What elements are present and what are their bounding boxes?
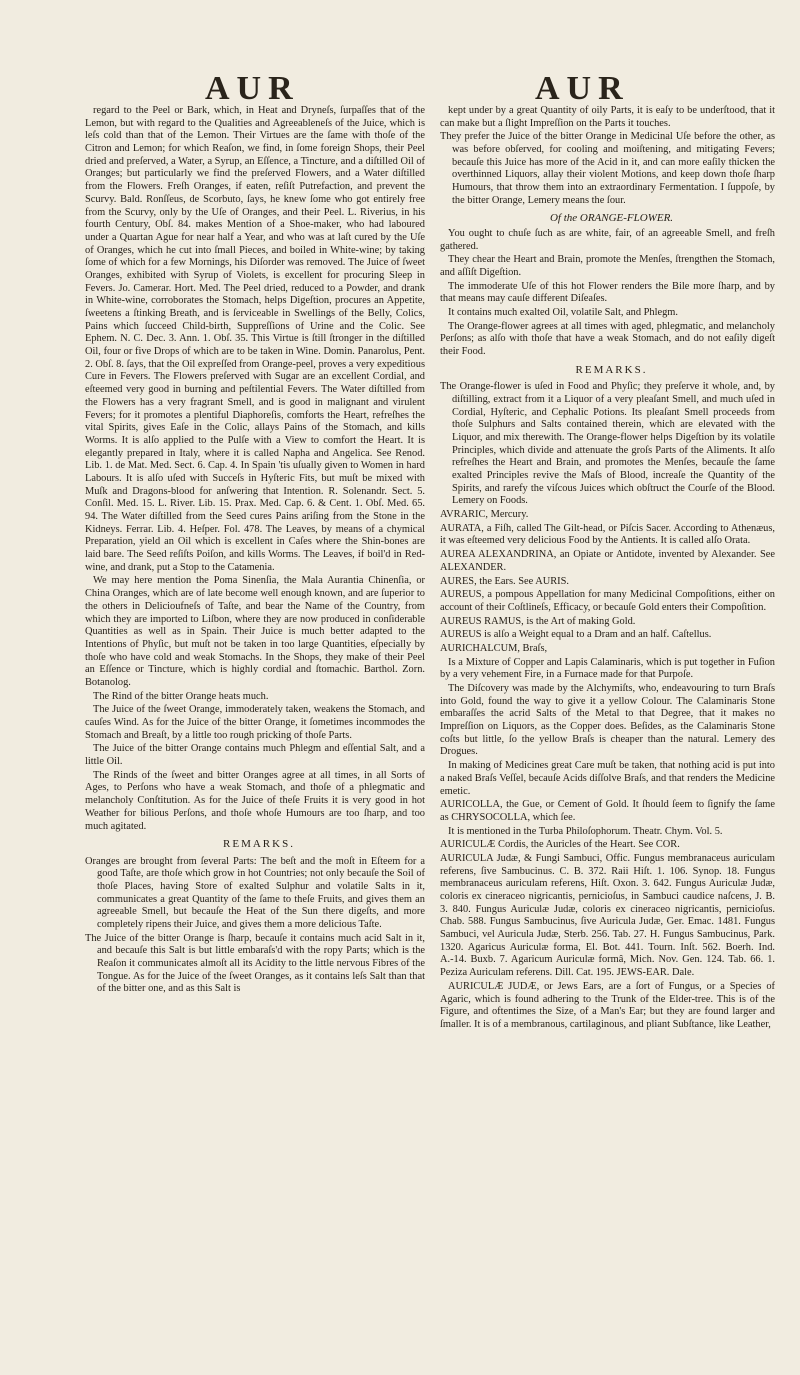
right-column-paragraph: It contains much exalted Oil, volatile Salt, and Phlegm. xyxy=(448,307,678,319)
right-column-paragraph: AURICULÆ JUDÆ, or Jews Ears, are a ſort of Fungus, or a Species of Agaric, which is found adhering to the Trunk of the Elder-tree. This is of the Figure, and oftentimes the Size, of a Man's Ear; but they are found larger and ſmaller. It is of a membranous, cartilaginous, and pliant Subſtance, like Leather, xyxy=(440,980,775,1030)
left-column-paragraph: The Juice of the bitter Orange contains much Phlegm and eſſential Salt, and a little Oil. xyxy=(85,743,425,768)
right-column-paragraph: The Orange-flower agrees at all times with aged, phlegmatic, and melancholy Perſons; as alſo with thoſe that have a weak Stomach, and do not eaſily digeſt their Food. xyxy=(440,320,775,358)
right-column-paragraph: AUREUS is alſo a Weight equal to a Dram and an half. Caſtellus. xyxy=(440,629,712,641)
right-column-paragraph: AURES, the Ears. See AURIS. xyxy=(440,575,570,587)
left-column xyxy=(85,105,425,997)
right-column-paragraph: They prefer the Juice of the bitter Orange in Medicinal Uſe before the other, as was before obſerved, for cooling and moiſtening, and mitigating Fevers; becauſe this Juice has more of the Acid in it, and can more eaſily thicken the overthinned Liquors, allay their violent Motions, and keep down thoſe ſharp Humours, that throw them into an extraordinary Fermentation. I ſuppoſe, by the bitter Orange, Lemery means the ſour. xyxy=(440,131,775,206)
right-column-paragraph: AURICHALCUM, Braſs, xyxy=(440,642,548,654)
right-column-paragraph: AUREA ALEXANDRINA, an Opiate or Antidote, invented by Alexander. See ALEXANDER. xyxy=(440,549,775,573)
right-column-paragraph: Is a Mixture of Copper and Lapis Calaminaris, which is put together in Fuſion by a very vehement Fire, in a Furnace made for that Purpoſe. xyxy=(440,656,775,681)
left-column-paragraph: The Rind of the bitter Orange heats much. xyxy=(93,690,269,702)
left-column-paragraph: We may here mention the Poma Sinenſia, the Mala Aurantia Chinenſia, or China Oranges, which are of late become well enough known, and are ſuperior to the others in Delicioufneſs of Taſte, and bear the Name of the Country, from which they are imported to Liſbon, where they are now produced in conſiderable Quantities as well as in Spain. Their Juice is much better adapted to the Intentions of Phyſic, but muſt not be taken in too large Quantities, eſpecially by thoſe who have cold and weak Stomachs. In the Shops, they make of their Peel an Eſſence or Tincture, which is highly cordial and ſtomachic. Barthol. Zorn. Botanolog. xyxy=(85,575,425,688)
right-column-paragraph: AURICOLLA, the Gue, or Cement of Gold. It ſhould ſeem to ſignify the ſame as CHRYSOCOLLA, which ſee. xyxy=(440,799,775,823)
right-column-paragraph: In making of Medicines great Care muſt be taken, that nothing acid is put into a naked Braſs Veſſel, becauſe Acids diſſolve Braſs, and that renders the Medicine emetic. xyxy=(440,760,775,797)
right-column-paragraph: The immoderate Uſe of this hot Flower renders the Bile more ſharp, and by that means may cauſe different Diſeaſes. xyxy=(440,280,775,305)
left-column-paragraph: The Rinds of the ſweet and bitter Oranges agree at all times, in all Sorts of Ages, to Perſons who have a weak Stomach, and thoſe of a phlegmatic and melancholy Conſtitution. As for the Juice of theſe Fruits it is very good in hot Weather for bilious Perſons, and thoſe whoſe Humours are too ſharp, and too much agitated. xyxy=(85,769,425,832)
right-column-paragraph: AURICULA Judæ, & Fungi Sambuci, Offic. Fungus membranaceus auriculam referens, ſive Sambucinus. C. B. 372. Raii Hiſt. 1. 106. Synop. 18. Fungus membranaceus auriculam referens, Hiſt. Oxon. 3. 642. Fungus Auriculæ Judæ, coloris ex cineraceo nigricantis, pernicioſus, in Sambuci caudice naſcens, J. B. 3. 840. Fungus Auriculæ Judæ, coloris ex cineraceo nigricantis, pernicioſus. Chab. 588. Fungus Sambucinus, ſive Auricula Judæ, Ger. Emac. 1481. Fungus Sambuci, vel Auricula Judæ, Sterb. 256. Tab. 27. H. Fungus Sambucinus, Park. 1320. Agaricus Auriculæ forma, El. Bot. 441. Tourn. Inſt. 562. Boerh. Ind. A.-14. Buxb. 7. Agaricum Auriculæ formâ, Mich. Nov. Gen. 124. Tab. 66. 1. Peziza Auriculam referens. Dill. Cat. 195. JEWS-EAR. Dale. xyxy=(440,852,775,979)
left-column-paragraph: regard to the Peel or Bark, which, in Heat and Dryneſs, ſurpaſſes that of the Lemon, but with regard to the Qualities and Agreeableneſs of the Juice, which is leſs cold than that of the Lemon. Their Virtues are the ſame with thoſe of the Citron and Lemon; for which Reaſon, we find, in ſome foreign Shops, their Peel dried and preſerved, a Water, a Syrup, an Eſſence, a Tincture, and a diſtilled Oil of Oranges; but particularly we find the preſerved Flowers, and a Water diſtilled from the Flowers. Freſh Oranges, if eaten, reſiſt Putrefaction, and prevent the Scurvy. Bald. Ronſſeus, de Scorbuto, ſays, he knew ſome who got entirely free from the Scurvy, only by the Uſe of Oranges, and their Peel. L. Riverius, in his fourth Century, Obſ. 84. makes Mention of a Shoe-maker, who had laboured under a Quartan Ague for near half a Year, and who was at laſt cured by the Uſe of Oranges, which he cut into ſmall Pieces, and boiled in White-wine; by taking ſome of which for a few Mornings, his Diſorder was removed. The Juice of ſweet Oranges, exhibited with Syrup of Violets, is excellent for procuring Sleep in Fevers. Jo. Camerar. Hort. Med. The Peel dried, reduced to a Powder, and drank in White-wine, corroborates the Stomach, helps Digeſtion, procures an Appetite, ſweetens a ſtinking Breath, and is ſerviceable in Swellings of the Belly, Colics, Pains which ſucceed Child-birth, Suppreſſions of Urine and the Colic. See Ephem. N. C. Dec. 3. Ann. 1. Obſ. 35. This Virtue is ſtill ſtronger in the diſtilled Oil, four or five Drops of which are to be taken in Wine. Domin. Panarolus, Pent. 2. Obſ. 8. ſays, that the Oil expreſſed from Orange-peel, proves a very expeditious Cure in Fevers. The Flowers preſerved with Sugar are an excellent Cordial, and eſteemed very good in burning and peſtilential Fevers. The Water diſtilled from the Flowers has a very fragrant Smell, and is good in malignant and virulent Fevers; for it promotes a plentiful Diaphoreſis, comforts the Heart, refreſhes the vital Spirits, gives Eaſe in the Colic, allays Pains of the Stomach, and kills Worms. It is alſo applied to the Pulſe with a View to comfort the Heart. It is elegantly prepared in Italy, where it is called Napha and Angelica. See Renod. Lib. 1. de Mat. Med. Sect. 6. Cap. 4. In Spain 'tis uſually given to Women in hard Labours. It is alſo uſed with Succeſs in Hyſteric Fits, but muſt be mixed with Muſk and Dragons-blood for anſwering that Intention. R. Solenandr. Sect. 5. Conſil. Med. 15. L. River. Lib. 15. Prax. Med. Cap. 6. & Cent. 1. Obſ. Med. 65. 94. The Water diſtilled from the Seed cures Pains ariſing from the Stone in the Kidneys. Ferrar. Lib. 4. Heſper. Fol. 478. The Leaves, by means of a chymical Preparation, yield an Oil which is excellent in Caſes where the Shin-bones are laid bare. The Seed reſiſts Poiſon, and kills Worms. The Leaves, if boil'd in Red-wine, and drank, put a Stop to the Catamenia. xyxy=(85,105,425,573)
running-head-right: AUR xyxy=(535,70,630,107)
right-column-paragraph: They chear the Heart and Brain, promote the Menſes, ſtrengthen the Stomach, and aſſiſt Digeſtion. xyxy=(440,254,775,278)
right-column xyxy=(440,105,775,1033)
right-column-paragraph: AUREUS RAMUS, is the Art of making Gold. xyxy=(440,615,636,627)
right-column-paragraph: kept under by a great Quantity of oily Parts, it is eaſy to be underſtood, that it can make but a ſlight Impreſſion on the Parts it touches. xyxy=(440,105,775,129)
right-column-paragraph: AURICULÆ Cordis, the Auricles of the Heart. See COR. xyxy=(440,839,680,851)
right-column-paragraph: AURATA, a Fiſh, called The Gilt-head, or Piſcis Sacer. According to Athenæus, it was eſteemed very delicious Food by the Antients. It is called alſo Orata. xyxy=(440,522,775,547)
running-head-left: AUR xyxy=(205,70,300,107)
left-column-paragraph: Oranges are brought from ſeveral Parts: The beſt and the moſt in Eſteem for a good Taſte, are thoſe which grow in hot Countries; not only becauſe the Soil of thoſe Places, having Store of exalted Sulphur and volatile Salts in it, communicates a great Quantity of the ſame to theſe Fruits, and gives them an agreeable Smell, but becauſe the Heat of the Sun there digeſts, and more completely ripens their Juice, and gives them a more delicious Taſte. xyxy=(85,855,425,931)
left-column-paragraph: The Juice of the bitter Orange is ſharp, becauſe it contains much acid Salt in it, and becauſe this Salt is but little embaraſs'd with the ropy Parts; which is the Reaſon it communicates almoſt all its Acidity to the little nervous Fibres of the Tongue. As for the Juice of the ſweet Oranges, as it contains leſs Salt than that of the bitter one, and as this Salt is xyxy=(85,932,425,995)
right-column-paragraph: You ought to chuſe ſuch as are white, fair, of an agreeable Smell, and freſh gathered. xyxy=(440,227,775,252)
right-column-paragraph: It is mentioned in the Turba Philoſophorum. Theatr. Chym. Vol. 5. xyxy=(448,825,723,837)
left-column-paragraph: The Juice of the ſweet Orange, immoderately taken, weakens the Stomach, and cauſes Wind. As for the Juice of the bitter Orange, it ſometimes incommodes the Stomach and Breaſt, by a little too rough pricking of thoſe Parts. xyxy=(85,704,425,741)
right-column-paragraph: AUREUS, a pompous Appellation for many Medicinal Compoſitions, either on account of their Coſtlineſs, Efficacy, or becauſe Gold enters their Compoſition. xyxy=(440,589,775,613)
right-column-paragraph: The Diſcovery was made by the Alchymiſts, who, endeavouring to turn Braſs into Gold, found the way to give it a yellow Colour. The Calaminaris Stone embaraſſes the acrid Salts of the Metal to that Degree, that it makes no Impreſſion on Liquors, as the Copper does. Beſides, as the Calaminaris Stone coſts but little, ſo the yellow Braſs is cheaper than the natural. Lemery des Drogues. xyxy=(440,683,775,758)
left-column-subheading: REMARKS. xyxy=(223,838,295,851)
right-column-subheading: Of the ORANGE-FLOWER. xyxy=(549,211,674,224)
right-column-paragraph: AVRARIC, Mercury. xyxy=(440,509,529,521)
right-column-paragraph: The Orange-flower is uſed in Food and Phyſic; they preſerve it whole, and, by diſtilling, extract from it a Liquor of a very pleaſant Smell, and much uſed in Cordial, Hyſteric, and Cephalic Potions. Its pleaſant Smell proceeds from thoſe Sulphurs and Salts contained therein, which are elevated with the Liquor, and mix therewith. The Orange-flower helps Digeſtion by its volatile Principles, which divide and attenuate the groſs Parts of the Aliments. It alſo refreſhes the Heart and Brain, and promotes the Menſes, becauſe the ſame exalted Principles revive the Maſs of Blood, increaſe the Quantity of the Spirits, and rarefy the viſcous Juices which obſtruct the Courſe of the Blood. Lemery on Foods. xyxy=(440,381,775,507)
right-column-subheading: REMARKS. xyxy=(575,363,648,376)
